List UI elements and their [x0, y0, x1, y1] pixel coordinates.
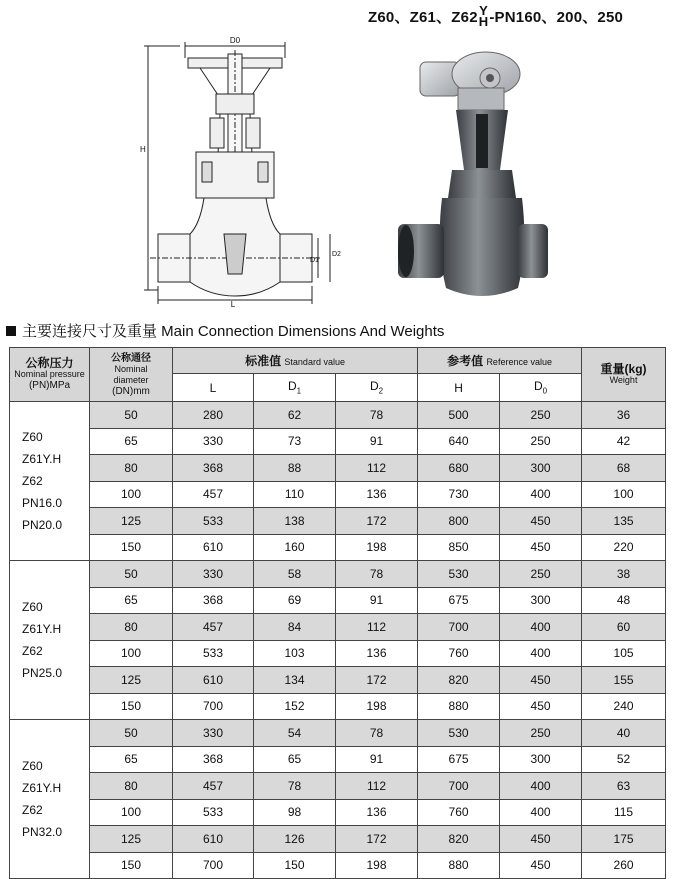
d1-cell: 110 — [254, 481, 336, 508]
l-cell: 533 — [173, 508, 254, 535]
weight-cell: 105 — [582, 640, 666, 667]
d1-cell: 65 — [254, 746, 336, 773]
d0-cell: 450 — [500, 667, 582, 694]
l-cell: 457 — [173, 773, 254, 800]
d1-cell: 152 — [254, 693, 336, 720]
header-nominal-pressure: 公称压力 Nominal pressure (PN)MPa — [10, 348, 90, 402]
d2-cell: 112 — [336, 614, 418, 641]
d0-cell: 400 — [500, 614, 582, 641]
dn-cell: 125 — [90, 826, 173, 853]
valve-technical-drawing — [130, 34, 340, 308]
d0-cell: 450 — [500, 826, 582, 853]
l-cell: 533 — [173, 640, 254, 667]
l-cell: 533 — [173, 799, 254, 826]
dn-cell: 80 — [90, 773, 173, 800]
drawing-label-d2: D2 — [332, 251, 341, 258]
group-label: PN25.0 — [22, 666, 63, 680]
drawing-label-l: L — [230, 300, 236, 309]
weight-cell: 175 — [582, 826, 666, 853]
h-cell: 530 — [418, 561, 500, 588]
weight-cell: 68 — [582, 455, 666, 482]
l-cell: 700 — [173, 693, 254, 720]
d2-cell: 198 — [336, 693, 418, 720]
weight-cell: 60 — [582, 614, 666, 641]
table-row — [10, 508, 666, 535]
d0-cell: 250 — [500, 428, 582, 455]
h-cell: 730 — [418, 481, 500, 508]
d2-cell: 78 — [336, 720, 418, 747]
title-prefix: Z60、Z61、Z62 — [368, 9, 478, 26]
d2-cell: 91 — [336, 428, 418, 455]
header-col-h: H — [418, 374, 500, 402]
d1-cell: 84 — [254, 614, 336, 641]
group-label-cell — [10, 402, 90, 561]
l-cell: 280 — [173, 402, 254, 429]
d1-cell: 160 — [254, 534, 336, 561]
d2-cell: 172 — [336, 508, 418, 535]
weight-cell: 63 — [582, 773, 666, 800]
l-cell: 700 — [173, 852, 254, 879]
dn-cell: 150 — [90, 852, 173, 879]
table-body — [10, 402, 666, 879]
weight-cell: 115 — [582, 799, 666, 826]
l-cell: 457 — [173, 614, 254, 641]
weight-cell: 38 — [582, 561, 666, 588]
dn-cell: 100 — [90, 640, 173, 667]
table-row — [10, 534, 666, 561]
table-row — [10, 773, 666, 800]
header-nominal-diameter: 公称通径 Nominal diameter (DN)mm — [90, 348, 173, 402]
d1-cell: 73 — [254, 428, 336, 455]
table-row — [10, 667, 666, 694]
l-cell: 368 — [173, 587, 254, 614]
group-label: Z60 — [22, 600, 43, 614]
weight-cell: 40 — [582, 720, 666, 747]
d2-cell: 136 — [336, 481, 418, 508]
header-col-d1: $D_1$ — [254, 374, 336, 402]
group-label: Z61Y.H — [22, 622, 62, 636]
d2-cell: 172 — [336, 826, 418, 853]
l-cell: 330 — [173, 720, 254, 747]
valve-product-photo — [398, 48, 548, 306]
square-bullet-icon — [6, 326, 16, 336]
d2-cell: 91 — [336, 587, 418, 614]
h-cell: 675 — [418, 746, 500, 773]
table-row — [10, 799, 666, 826]
h-cell: 640 — [418, 428, 500, 455]
h-cell: 700 — [418, 614, 500, 641]
d2-cell: 78 — [336, 561, 418, 588]
group-label: PN20.0 — [22, 518, 63, 532]
dn-cell: 50 — [90, 402, 173, 429]
weight-cell: 220 — [582, 534, 666, 561]
weight-cell: 48 — [582, 587, 666, 614]
section-title: 主要连接尺寸及重量 Main Connection Dimensions And Weights — [22, 323, 445, 340]
table-row — [10, 746, 666, 773]
dn-cell: 150 — [90, 534, 173, 561]
table-row — [10, 481, 666, 508]
group-label: Z62 — [22, 644, 43, 658]
dn-cell: 65 — [90, 428, 173, 455]
d0-cell: 400 — [500, 799, 582, 826]
d1-cell: 150 — [254, 852, 336, 879]
drawing-label-d0: D0 — [229, 36, 241, 45]
d2-cell: 112 — [336, 773, 418, 800]
group-label: Z62 — [22, 803, 43, 817]
dn-cell: 125 — [90, 508, 173, 535]
l-cell: 330 — [173, 428, 254, 455]
dn-cell: 100 — [90, 799, 173, 826]
d0-cell: 300 — [500, 587, 582, 614]
dn-cell: 80 — [90, 455, 173, 482]
d1-cell: 103 — [254, 640, 336, 667]
drawing-label-d1: D1 — [310, 257, 319, 264]
table-row — [10, 428, 666, 455]
header-standard-value: 标准值 Standard value — [173, 348, 418, 374]
d1-cell: 58 — [254, 561, 336, 588]
table-row — [10, 720, 666, 747]
h-cell: 680 — [418, 455, 500, 482]
d0-cell: 250 — [500, 561, 582, 588]
d0-cell: 450 — [500, 534, 582, 561]
group-label: Z62 — [22, 474, 43, 488]
table-row — [10, 693, 666, 720]
h-cell: 820 — [418, 667, 500, 694]
table-row — [10, 402, 666, 429]
d1-cell: 78 — [254, 773, 336, 800]
group-label: Z61Y.H — [22, 452, 62, 466]
d2-cell: 172 — [336, 667, 418, 694]
table-row — [10, 852, 666, 879]
header-col-l: L — [173, 374, 254, 402]
d1-cell: 69 — [254, 587, 336, 614]
l-cell: 368 — [173, 455, 254, 482]
group-label: PN16.0 — [22, 496, 63, 510]
h-cell: 530 — [418, 720, 500, 747]
dn-cell: 80 — [90, 614, 173, 641]
weight-cell: 42 — [582, 428, 666, 455]
group-label-cell — [10, 720, 90, 879]
d1-cell: 138 — [254, 508, 336, 535]
d0-cell: 300 — [500, 746, 582, 773]
h-cell: 500 — [418, 402, 500, 429]
group-label: Z60 — [22, 430, 43, 444]
header-reference-value: 参考值 Reference value — [418, 348, 582, 374]
title-y: Y — [479, 3, 488, 19]
table-row — [10, 587, 666, 614]
d0-cell: 450 — [500, 508, 582, 535]
h-cell: 700 — [418, 773, 500, 800]
d0-cell: 400 — [500, 481, 582, 508]
d0-cell: 400 — [500, 640, 582, 667]
d1-cell: 98 — [254, 799, 336, 826]
dn-cell: 125 — [90, 667, 173, 694]
table-header-row — [10, 348, 666, 374]
table-row — [10, 614, 666, 641]
h-cell: 820 — [418, 826, 500, 853]
header-col-d0: $D_0$ — [500, 374, 582, 402]
h-cell: 850 — [418, 534, 500, 561]
d2-cell: 112 — [336, 455, 418, 482]
h-cell: 880 — [418, 852, 500, 879]
d0-cell: 450 — [500, 693, 582, 720]
d1-cell: 62 — [254, 402, 336, 429]
header-col-d2: $D_2$ — [336, 374, 418, 402]
d0-cell: 400 — [500, 773, 582, 800]
l-cell: 330 — [173, 561, 254, 588]
h-cell: 675 — [418, 587, 500, 614]
d2-cell: 91 — [336, 746, 418, 773]
table-row — [10, 640, 666, 667]
d1-cell: 134 — [254, 667, 336, 694]
h-cell: 760 — [418, 640, 500, 667]
table-row — [10, 561, 666, 588]
weight-cell: 52 — [582, 746, 666, 773]
l-cell: 610 — [173, 667, 254, 694]
dn-cell: 50 — [90, 720, 173, 747]
title-suffix: -PN160、200、250 — [489, 9, 624, 26]
weight-cell: 155 — [582, 667, 666, 694]
d0-cell: 300 — [500, 455, 582, 482]
weight-cell: 100 — [582, 481, 666, 508]
table-row — [10, 826, 666, 853]
d2-cell: 78 — [336, 402, 418, 429]
dn-cell: 100 — [90, 481, 173, 508]
section-heading — [6, 320, 444, 341]
header-weight: 重量(kg) Weight — [582, 348, 666, 402]
weight-cell: 260 — [582, 852, 666, 879]
d1-cell: 88 — [254, 455, 336, 482]
h-cell: 880 — [418, 693, 500, 720]
h-cell: 760 — [418, 799, 500, 826]
group-label: Z60 — [22, 759, 43, 773]
d2-cell: 136 — [336, 799, 418, 826]
l-cell: 610 — [173, 534, 254, 561]
d1-cell: 126 — [254, 826, 336, 853]
group-label: Z61Y.H — [22, 781, 62, 795]
dn-cell: 65 — [90, 587, 173, 614]
title-yh-stack — [478, 3, 489, 30]
d0-cell: 250 — [500, 720, 582, 747]
weight-cell: 135 — [582, 508, 666, 535]
title-h: H — [478, 14, 489, 30]
dn-cell: 50 — [90, 561, 173, 588]
weight-cell: 240 — [582, 693, 666, 720]
l-cell: 368 — [173, 746, 254, 773]
d0-cell: 250 — [500, 402, 582, 429]
product-title — [368, 3, 624, 30]
d0-cell: 450 — [500, 852, 582, 879]
d2-cell: 136 — [336, 640, 418, 667]
dimensions-table — [9, 347, 666, 879]
l-cell: 457 — [173, 481, 254, 508]
drawing-label-h: H — [140, 145, 146, 154]
d1-cell: 54 — [254, 720, 336, 747]
table-row — [10, 455, 666, 482]
dn-cell: 150 — [90, 693, 173, 720]
d2-cell: 198 — [336, 534, 418, 561]
group-label: PN32.0 — [22, 825, 63, 839]
l-cell: 610 — [173, 826, 254, 853]
d2-cell: 198 — [336, 852, 418, 879]
dn-cell: 65 — [90, 746, 173, 773]
weight-cell: 36 — [582, 402, 666, 429]
group-label-cell — [10, 561, 90, 720]
h-cell: 800 — [418, 508, 500, 535]
